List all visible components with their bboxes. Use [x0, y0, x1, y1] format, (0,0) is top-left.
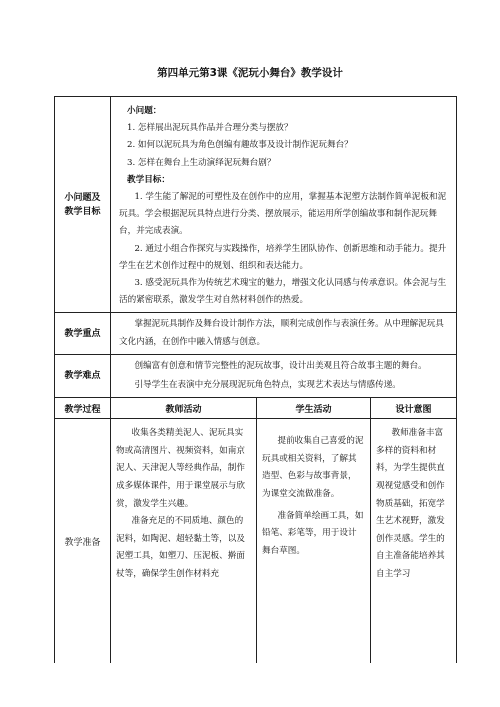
student-activity: [257, 419, 371, 664]
question-item: 1. 怎样展出泥玩具作品并合理分类与摆放？: [127, 123, 293, 134]
objectives-content: [111, 97, 457, 313]
preparation-row: [55, 419, 457, 664]
process-header-row: [55, 398, 457, 419]
key-points-row: [55, 313, 457, 354]
student-activity-para: 准备简单绘画工具，如铅笔、彩笔等，用于设计舞台草图。: [262, 510, 364, 556]
questions-heading: 小问题：: [127, 106, 162, 116]
difficult-point-line: 引导学生在表演中充分展现泥玩角色特点，实现艺术表达与情感传递。: [134, 380, 401, 391]
goal-item: 1. 学生能了解泥的可塑性及在创作中的应用，掌握基本泥塑方法制作简单泥板和泥玩具。学会根据泥玩具特点进行分类、摆放展示，能运用所学创编故事和制作泥玩舞台，并完成表演。: [119, 192, 447, 237]
header-student: 学生活动: [257, 398, 371, 419]
design-intent-para: 教师准备丰富多样的资料和材料，为学生提供直观视觉感受和创作物质基础，拓宽学生艺术视野，激发创作灵感。学生的自主准备能培养其自主学习: [376, 428, 445, 579]
goals-heading: 教学目标：: [127, 174, 170, 185]
goal-item: 3. 感受泥玩具作为传统艺术瑰宝的魅力，增强文化认同感与传承意识。体会泥与生活的紧密联系，激发学生对自然材料创作的热爱。: [119, 278, 447, 306]
goal-item: 2. 通过小组合作探究与实践操作，培养学生团队协作、创新思维和动手能力。提升学生在艺术创作过程中的规划、组织和表达能力。: [119, 243, 447, 271]
teacher-activity: [111, 419, 257, 664]
objectives-label: 小问题及教学目标: [55, 97, 111, 313]
header-intent: 设计意图: [371, 398, 457, 419]
student-activity-para: 提前收集自己喜爱的泥玩具或相关资料，了解其造型、色彩与故事背景，为课堂交流做准备。: [262, 436, 364, 500]
key-points-text: 掌握泥玩具制作及舞台设计制作方法，顺利完成创作与表演任务。从中理解泥玩具文化内涵，在创作中融入情感与创意。: [119, 319, 444, 347]
difficult-point-line: 创编富有创意和情节完整性的泥玩故事，设计出美观且符合故事主题的舞台。: [134, 360, 427, 371]
difficult-points-row: [55, 354, 457, 397]
question-item: 2. 如何以泥玩具为角色创编有趣故事及设计制作泥玩舞台？: [127, 140, 353, 151]
question-item: 3. 怎样在舞台上生动演绎泥玩舞台剧？: [127, 157, 276, 168]
objectives-row: [55, 97, 457, 313]
teacher-activity-para: 收集各类精美泥人、泥玩具实物或高清图片、视频资料，如南京泥人、天津泥人等经典作品，制作成多媒体课件，用于课堂展示与欣赏，激发学生兴趣。: [116, 428, 245, 509]
lesson-plan-table: [54, 96, 457, 663]
header-process: 教学过程: [55, 398, 111, 419]
key-points-label: 教学重点: [55, 313, 111, 354]
difficult-points-label: 教学难点: [55, 354, 111, 397]
page-title: 第四单元第3课《泥玩小舞台》教学设计: [157, 67, 343, 79]
teacher-activity-para: 准备充足的不同质地、颜色的泥料，如陶泥、超轻黏土等，以及泥塑工具，如塑刀、压泥板、擀面杖等，确保学生创作材料充: [116, 516, 245, 579]
stage-label: 教学准备: [55, 419, 111, 664]
header-teacher: 教师活动: [111, 398, 257, 419]
design-intent: [371, 419, 457, 664]
